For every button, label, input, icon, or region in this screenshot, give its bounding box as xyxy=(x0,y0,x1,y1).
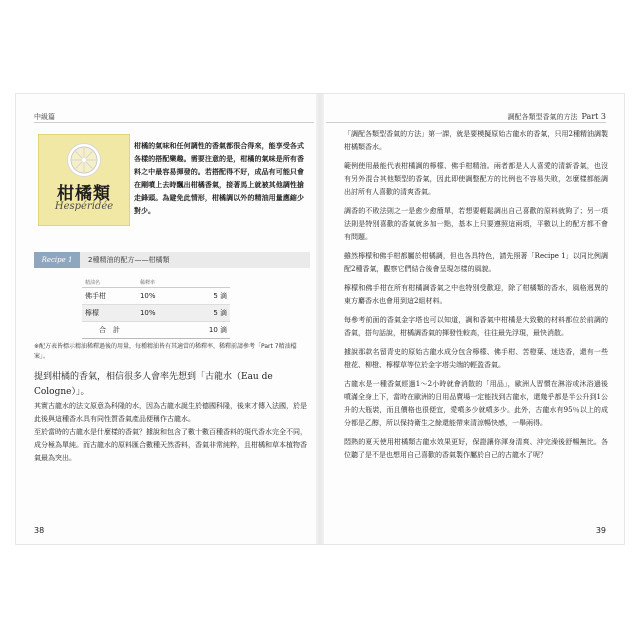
chapter-intro xyxy=(134,140,304,218)
paragraph: 範例使用最能代表柑橘調的檸檬、佛手柑精油。兩者都是人人喜愛的清新香氣，也沒有另外混合其他類型的香氣，因此即使調整配方的比例也不容易失敗，怎麼樣都能調出討所有人喜歡的清爽香氣。 xyxy=(344,162,608,196)
citrus-slice-icon xyxy=(67,143,101,177)
left-page xyxy=(16,94,318,544)
section-title: 調配各類型香氣的方法 xyxy=(507,113,578,121)
recipe-table xyxy=(82,278,230,339)
table-total-row xyxy=(82,322,230,339)
paragraph: 調香的不敗法則之一是愈少愈簡單，若想要輕鬆調出自己喜歡的原料就夠了；另一項法則是特別喜歡的香氣就多加一點，基本上只要遵照這兩項，平數以上的配方都不會有問題。 xyxy=(344,207,608,241)
table-row xyxy=(82,305,230,322)
oil-rate: 10% xyxy=(137,305,181,322)
table-header-rate: 稀釋率 xyxy=(137,278,181,288)
part-label: Part 3 xyxy=(581,112,606,121)
chapter-title-box xyxy=(38,134,130,226)
total-drops: 10 滴 xyxy=(181,322,230,339)
oil-name: 檸檬 xyxy=(82,305,137,322)
chapter-subtitle: Hespéridée xyxy=(54,201,114,212)
table-header-drops xyxy=(181,278,230,288)
paragraph: 每參考前面的香氣金字塔也可以知道，調和香氣中柑橘是大致數的材料都位於前調的香氣，搭句話說，柑橘調香氣的揮發性較高，往往最先浮現，最快消散。 xyxy=(344,316,608,337)
paragraph: 其實古龍水的法文原意為科隆的水，因為古龍水誕生於德國科隆，後來才傳入法國，於是此後與這種香水具有同性質香氣產品便稱作古龍水。 xyxy=(34,402,307,423)
lead-paragraph: 提到柑橘的香氣，相信很多人會率先想到「古龍水（Eau de Cologne）」。 xyxy=(34,372,273,397)
table-header-name: 精油名 xyxy=(82,278,137,288)
paragraph: 至於當時的古龍水是什麼樣的香氣？據說和包含了數十數百種香料的現代香水完全不同，成分極為單純。而古龍水的原料匯合數種天然香料，香氣非常純粹，且柑橘和草本植物香氣最為突出。 xyxy=(34,428,307,462)
table-row xyxy=(82,288,230,305)
paragraph: 雖然檸檬和佛手柑都屬於柑橘調，但也各具特色，請先照著「Recipe 1」以同比例調配2種香氣，觀察它們結合後會呈現怎樣的風貌。 xyxy=(344,252,608,273)
total-label: 合 計 xyxy=(82,322,137,339)
page-number-left: 38 xyxy=(34,526,45,535)
paragraph: 檸檬和佛手柑在所有柑橘調香氣之中也特別受歡迎，除了柑橘類的香水，風格迥異的東方麝香水也會用到這2組材料。 xyxy=(344,284,608,305)
oil-drops: 5 滴 xyxy=(181,288,230,305)
intro-text: 柑橘的氣味和任何調性的香氣都很合得來，能享受各式各樣的搭配樂趣。需要注意的是，柑橘的氣味是所有香料之中最容易揮發的。若搭配得不好，成品有可能只會在剛噴上去時飄出柑橘香氣，接著馬上就被其他調性搶走鋒頭。為避免此情形，柑橘調以外的精油用量應縮少對少。 xyxy=(134,142,304,215)
paragraph: 據說那款名留青史的原始古龍水成分包含檸檬、佛手柑、苦橙葉、迷迭香，還有一些橙花、柳橙、檸檬草等位於金字塔尖端的輕盈香氣。 xyxy=(344,348,608,369)
paragraph: 「調配各類型香氣的方法」第一課，就是要模擬原始古龍水的香氣，只用2種精油調製柑橘類香水。 xyxy=(344,130,608,151)
head-rule-right xyxy=(326,122,606,123)
right-page xyxy=(322,94,624,544)
chapter-title: 柑橘類 xyxy=(57,184,111,204)
running-head-left: 中級篇 xyxy=(34,113,55,121)
oil-name: 佛手柑 xyxy=(82,288,137,305)
recipe-note: ※配方表皆標示精油稀釋過後的用量，每種精油皆有其適當的稀釋率，稀釋前請參考「Part 7精油檔案」。 xyxy=(34,343,297,360)
recipe-header xyxy=(34,252,310,268)
page-number-right: 39 xyxy=(595,526,606,535)
recipe-title: 2種精油的配方——柑橘類 xyxy=(88,256,170,264)
recipe-label: Recipe 1 xyxy=(34,252,80,268)
head-rule-left xyxy=(34,122,314,123)
book-spread xyxy=(16,94,624,544)
paragraph: 古龍水是一種香氣經過1～2小時就會消散的「用品」，歐洲人習慣在淋浴或沐浴過後噴滿全身上下，當時在歐洲的日用品賣場一定能找到古龍水，還幾乎都是半公升到1公升的大瓶裝，而且價格也很便宜，愛噴多少就噴多少。此外，古龍水有95％以上的成分都是乙醇，所以保持衛生之餘還能帶來清涼暢快感，一舉兩得。 xyxy=(344,380,608,427)
body-text-right xyxy=(344,128,608,468)
body-text-left xyxy=(34,370,310,465)
running-head-right xyxy=(508,112,606,122)
oil-rate: 10% xyxy=(137,288,181,305)
paragraph: 悶熱的夏天使用柑橘類古龍水效果更好，保證讓你渾身清爽、沖完澡後舒暢無比。各位聽了是不是也想用自己喜歡的香氣製作屬於自己的古龍水了呢？ xyxy=(344,438,608,459)
oil-drops: 5 滴 xyxy=(181,305,230,322)
